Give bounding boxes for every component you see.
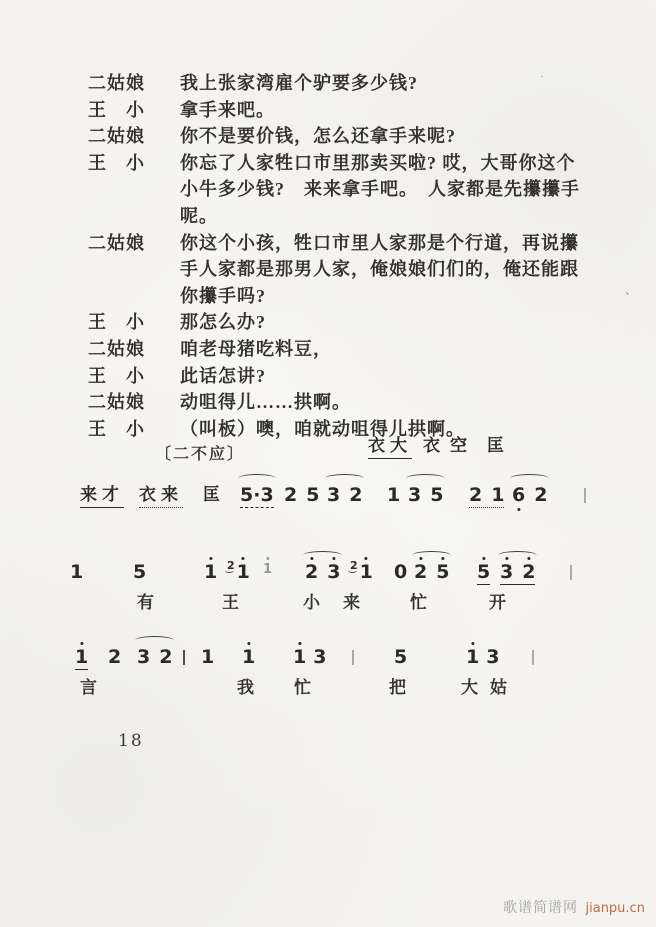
speaker-label: 王 小 (88, 418, 145, 439)
watermark (503, 897, 645, 917)
note-digit: 1 (466, 646, 480, 668)
note-digit: 2 (469, 484, 483, 506)
note-cell (137, 648, 172, 669)
grace-note: 2 (227, 559, 235, 572)
note-digit: 2 (108, 646, 122, 668)
note-digit: 3 (313, 646, 327, 668)
note-digit: 1 (242, 646, 256, 668)
lyric-syllable: 言 (80, 678, 109, 697)
note-digit: 1 (201, 646, 215, 668)
note-cell (414, 563, 449, 584)
percussion-syllable: 空 (450, 436, 472, 455)
lyric-syllable: 有 (137, 593, 166, 612)
note-cell (293, 648, 326, 669)
note-cell (133, 563, 146, 584)
note-digit: 5 (477, 561, 491, 583)
note-cell (75, 648, 88, 670)
note-digit: 2 (349, 484, 363, 506)
note-cell (242, 648, 255, 669)
percussion-syllable: 来才 (80, 486, 124, 508)
lyric-syllable: 来 (343, 593, 372, 612)
note-digit: 2 (305, 561, 319, 583)
note-cell (201, 648, 214, 669)
dialogue-line: 你忘了人家牲口市里那卖买啦? 哎，大哥你这个 (180, 152, 576, 173)
note-cell (512, 486, 547, 507)
percussion-syllable: 匡 (487, 436, 509, 455)
dialogue-line: 你这个小孩，牲口市里人家那是个行道，再说攥 (180, 232, 579, 253)
note-cell (477, 563, 490, 585)
lyric-syllable: 王 (222, 593, 251, 612)
note-digit: 5 (394, 646, 408, 668)
percussion-syllable: 匡 (203, 485, 225, 504)
dialogue-line: （叫板）噢，咱就动咀得儿拱啊。 (180, 418, 465, 439)
note-digit: 3 (327, 561, 341, 583)
watermark-site-url: jianpu.cn (585, 901, 645, 916)
lyric-syllable: 我 (237, 678, 266, 697)
speaker-label: 二姑娘 (88, 73, 145, 93)
barline (352, 650, 354, 665)
note-digit: 3 (486, 646, 500, 668)
dialogue-line: 拿手来吧。 (180, 99, 275, 120)
note-cell (466, 648, 499, 669)
note-digit: 1 (204, 561, 218, 583)
speaker-label: 王 小 (88, 99, 145, 120)
dialogue-line: 此话怎讲? (180, 365, 266, 386)
note-cell (204, 563, 217, 584)
barline (183, 650, 185, 665)
note-digit: 5 (133, 561, 147, 583)
note-digit: 3 (327, 484, 341, 506)
dialogue-line: 你攥手吗? (180, 285, 266, 306)
note-digit: 1 (236, 561, 250, 583)
lyric-syllable: 小 (303, 593, 332, 612)
note-digit: 2 (534, 484, 548, 506)
note-digit: 2 (414, 561, 428, 583)
note-digit: 5 (436, 561, 450, 583)
grace-note: 2 (350, 559, 358, 572)
dialogue-line: 小牛多少钱? 来来拿手吧。 人家都是先攥攥手 (180, 179, 580, 200)
page-number: 18 (118, 731, 144, 751)
dialogue-line: 我上张家湾雇个驴要多少钱? (180, 73, 418, 93)
speaker-label: 二姑娘 (88, 392, 145, 413)
barline (570, 565, 572, 580)
percussion-syllable: 衣 (423, 436, 445, 455)
lyric-syllable: 忙 (410, 593, 439, 612)
lyric-syllable: 大姑 (461, 678, 519, 697)
note-digit: 3 (500, 561, 514, 583)
note-digit: 1 (359, 561, 373, 583)
dialogue-line: 呢。 (180, 205, 218, 226)
lyric-syllable: 忙 (294, 678, 323, 697)
note-digit: 6 (512, 484, 526, 506)
note-cell (387, 486, 400, 507)
note-digit: 5 (430, 484, 444, 506)
note-digit: 1 (491, 484, 505, 506)
note-digit: 3 (137, 646, 151, 668)
note-cell (327, 486, 362, 507)
note-digit: 2 (159, 646, 173, 668)
lyric-syllable: 开 (489, 593, 518, 612)
note-cell (227, 559, 250, 584)
dialogue-line: 那怎么办? (180, 312, 266, 333)
note-cell (70, 563, 83, 584)
lyric-syllable: 把 (389, 678, 418, 697)
note-digit: 0 (394, 561, 408, 583)
note-digit: 3 (408, 484, 422, 506)
dialogue-line: 动咀得儿……拱啊。 (180, 392, 351, 413)
speaker-label: 王 小 (88, 152, 145, 173)
speaker-label: 二姑娘 (88, 126, 145, 147)
note-digit: 5 (306, 484, 320, 506)
note-digit: 1 (75, 646, 89, 668)
speaker-label: 二姑娘 (88, 338, 145, 359)
note-cell (394, 563, 407, 584)
speaker-label: 王 小 (88, 312, 145, 333)
note-digit: 1 (293, 646, 307, 668)
note-cell (500, 563, 535, 585)
barline (532, 650, 534, 665)
note-cell (469, 486, 504, 508)
percussion-syllable: 衣来 (139, 486, 183, 508)
barline (584, 488, 586, 503)
note-digit: 5 (240, 484, 254, 506)
tune-name-label: 〔二不应〕 (155, 446, 246, 463)
watermark-site-name: 歌谱简谱网 (503, 901, 578, 916)
note-cell (284, 486, 319, 507)
note-digit: · (253, 484, 261, 506)
dialogue-line: 你不是要价钱，怎么还拿手来呢? (180, 126, 456, 147)
note-digit: 3 (260, 484, 274, 506)
note-digit: 1 (70, 561, 84, 583)
speaker-label: 二姑娘 (88, 232, 145, 253)
note-cell (240, 486, 274, 508)
scan-speck: · (540, 69, 544, 83)
note-cell (350, 559, 373, 584)
scan-speck: 、 (625, 283, 638, 297)
note-cell (408, 486, 443, 507)
speaker-label: 王 小 (88, 365, 145, 386)
percussion-syllable: 衣大 (368, 437, 412, 459)
dialogue-line: 咱老母猪吃料豆， (180, 338, 332, 359)
note-digit: 2 (284, 484, 298, 506)
note-digit: 1 (263, 562, 273, 577)
note-digit: 1 (387, 484, 401, 506)
note-cell (263, 563, 272, 578)
note-digit: 2 (522, 561, 536, 583)
note-cell (108, 648, 121, 669)
dialogue-line: 手人家都是那男人家，俺娘娘们们的，俺还能跟 (180, 259, 579, 280)
note-cell (394, 648, 407, 669)
note-cell (305, 563, 340, 584)
